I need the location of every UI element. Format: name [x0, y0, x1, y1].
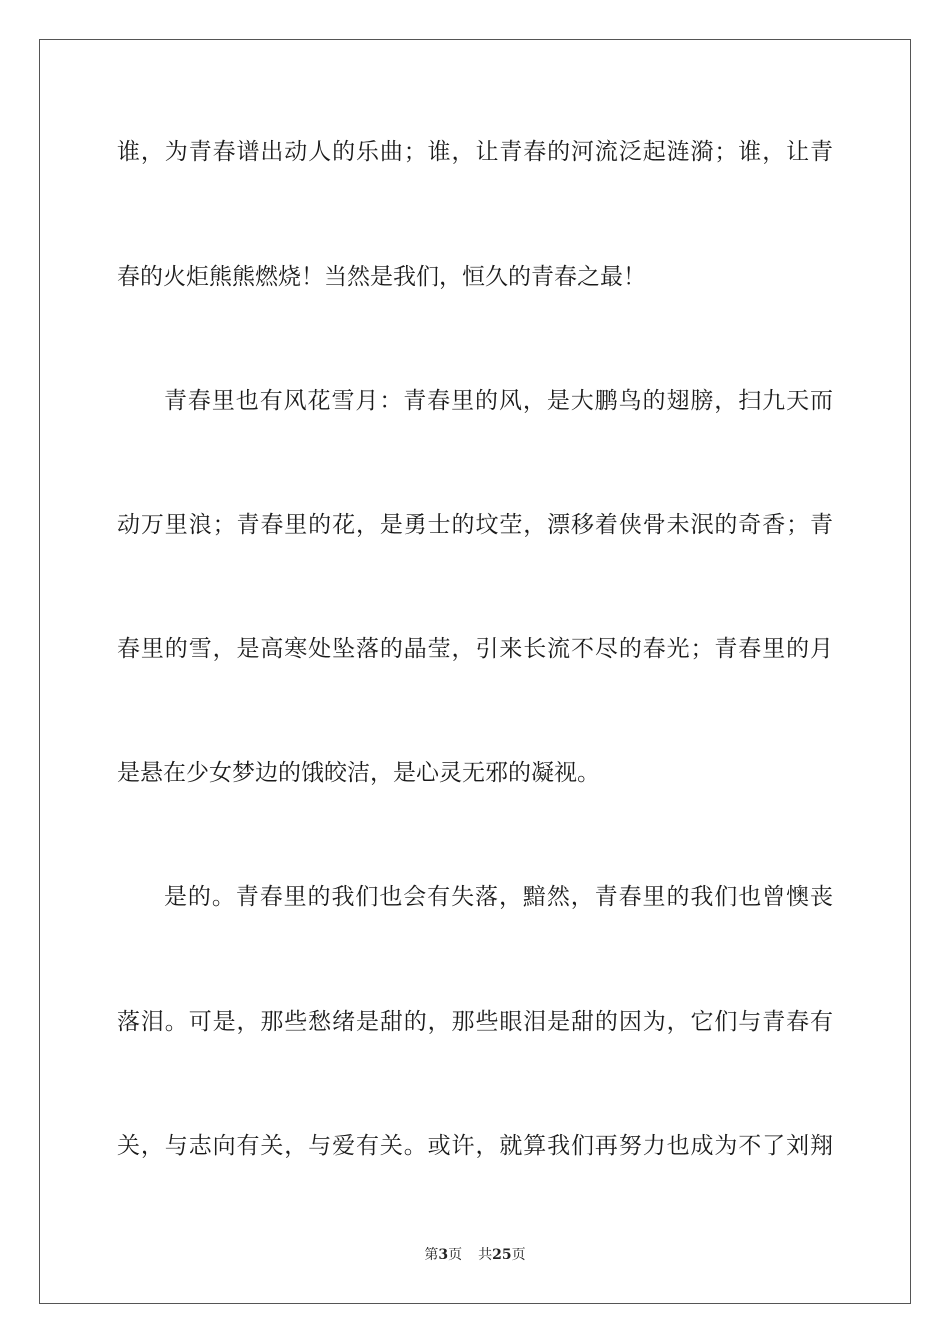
- body-line-9: 关，与志向有关，与爱有关。或许，就算我们再努力也成为不了刘翔: [117, 1133, 833, 1159]
- page-number-total: 25: [492, 1247, 512, 1263]
- page-number-suffix: 页: [448, 1247, 463, 1263]
- body-line-2: 春的火炬熊熊燃烧！当然是我们，恒久的青春之最！: [117, 264, 646, 290]
- page-total-prefix: 共: [478, 1247, 493, 1263]
- page-total-suffix: 页: [511, 1247, 526, 1263]
- body-line-1: 谁，为青春谱出动人的乐曲；谁，让青春的河流泛起涟漪；谁，让青: [117, 139, 833, 165]
- body-line-4: 动万里浪；青春里的花，是勇士的坟茔，漂移着侠骨未泯的奇香；青: [117, 512, 833, 538]
- body-line-3: 青春里也有风花雪月：青春里的风，是大鹏鸟的翅膀，扫九天而: [164, 388, 833, 414]
- page-number-current: 3: [438, 1247, 449, 1263]
- page-border: [39, 39, 911, 1304]
- body-line-5: 春里的雪，是高寒处坠落的晶莹，引来长流不尽的春光；青春里的月: [117, 636, 833, 662]
- body-line-7: 是的。青春里的我们也会有失落，黯然，青春里的我们也曾懊丧: [164, 884, 833, 910]
- page-footer: [0, 1246, 950, 1264]
- page-number-prefix: 第: [424, 1247, 439, 1263]
- body-line-8: 落泪。可是，那些愁绪是甜的，那些眼泪是甜的因为，它们与青春有: [117, 1009, 833, 1035]
- body-line-6: 是悬在少女梦边的饿皎洁，是心灵无邪的凝视。: [117, 760, 600, 786]
